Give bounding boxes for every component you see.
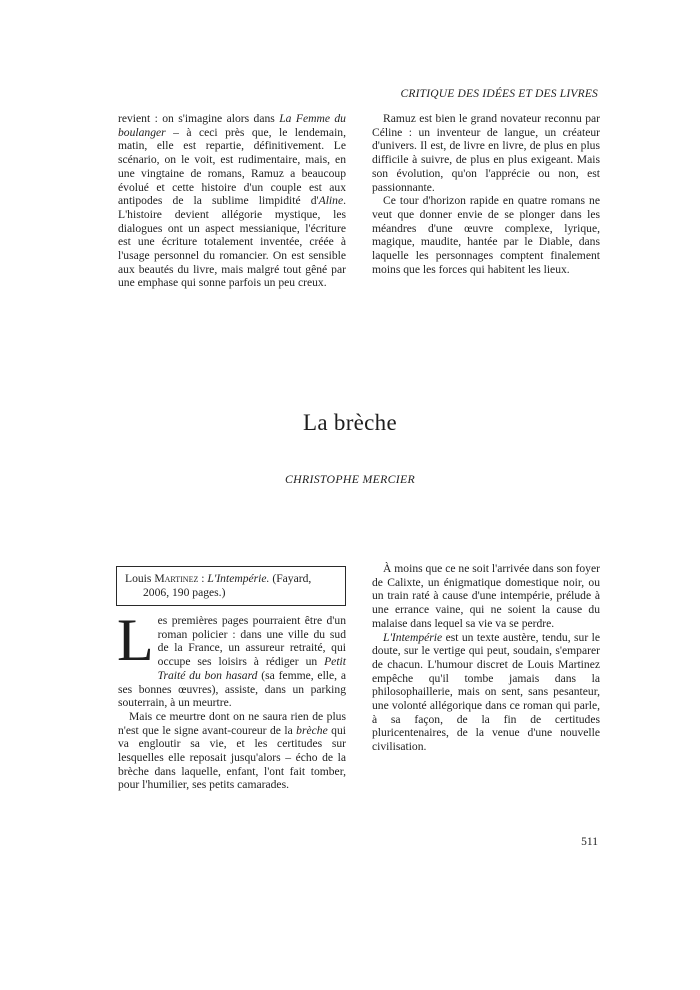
book-title-aline: Aline — [318, 194, 344, 208]
bottom-left-column — [117, 607, 346, 792]
bottom-right-paragraph-2: L'Intempérie est un texte austère, tendu, sur le doute, sur le vertige qui peut, soudain, s'emparer de chacun. L'humour discret de Louis Martinez empêche qu'il tombe jamais dans la philosophaillerie, mais on sent, sans pesanteur, une volonté allégorique dans ce roman qui parle, à sa façon, de la fin de certitudes pluricentenaires, de la venue d'une nouvelle civilisation. — [372, 630, 600, 754]
bottom-right-column — [372, 562, 600, 754]
bottom-right-paragraph-1: À moins que ce ne soit l'arrivée dans son foyer de Calixte, un énigmatique domestique noir, ou un train raté à cause d'une intempérie, prélude à une errance vaine, qui ne soient la cause du malaise dans lequel sa vie va se perdre. — [372, 562, 600, 630]
book-reference-box — [116, 566, 346, 606]
article-author: CHRISTOPHE MERCIER — [284, 472, 416, 486]
page-number: 511 — [581, 836, 598, 848]
emphasis-breche: brèche — [296, 723, 328, 737]
reference-book-title: L'Intempérie. — [207, 572, 270, 585]
book-title-petit-traite: Petit Traité du bon hasard — [157, 655, 346, 682]
running-head: CRITIQUE DES IDÉES ET DES LIVRES — [400, 88, 598, 100]
top-right-column — [372, 112, 600, 276]
top-right-paragraph-1: Ramuz est bien le grand novateur reconnu par Céline : un inventeur de langue, un créateur d'univers. Il est, de livre en livre, de plus en plus difficile à suivre, de plus en plus exigeant. Mais son évolution, qu'on l'apprécie ou non, est passionnante. — [372, 112, 600, 194]
author-surname: Martinez — [154, 572, 199, 585]
reference-line-2: 2006, 190 pages.) — [143, 586, 226, 599]
top-right-paragraph-2: Ce tour d'horizon rapide en quatre romans ne veut que donner envie de se plonger dans les méandres d'une œuvre complexe, lyrique, magique, maudite, hantée par le Diable, dans laquelle les personnages comptent finalement moins que les forces qui habitent les lieux. — [372, 194, 600, 276]
article-title: La brèche — [303, 410, 397, 435]
reference-line-1: Louis Martinez : L'Intempérie. (Fayard, — [125, 572, 312, 585]
top-left-column — [118, 112, 346, 290]
bottom-left-paragraph-2: Mais ce meurtre dont on ne saura rien de plus n'est que le signe avant-coureur de la brèche qui va engloutir sa vie, et les certitudes sur lesquelles elle reposait jusqu'alors – écho de la brèche dans laquelle, enfant, l'ont fait tomber, pour l'humilier, ses petits camarades. — [118, 709, 346, 792]
bottom-left-paragraph-1: Les premières pages pourraient être d'un roman policier : dans une ville du sud de la France, un assureur retraité, qui occupe ses loisirs à rédiger un Petit Traité du bon hasard (sa femme, elle, a ses bonnes œuvres), assiste, dans un parking souterrain, à un meurtre. — [117, 607, 346, 710]
book-title-lintemperie: L'Intempérie — [383, 630, 443, 644]
book-title-la-femme-du-boulanger: La Femme du boulanger — [118, 112, 346, 139]
drop-cap: L — [117, 607, 154, 673]
top-left-paragraph-1: revient : on s'imagine alors dans La Femme du boulanger – à ceci près que, le lendemain, matin, elle est repartie, définitivement. Le scénario, on le voit, est rudimentaire, mais, en une vingtaine de romans, Ramuz a beaucoup évolué et cette histoire d'un couple est aux antipodes de la sublime limpidité d'Aline. L'histoire devient allégorie mystique, les dialogues ont un aspect messianique, l'écriture est une écriture totalement inventée, créée à l'usage personnel du romancier. On est sensible aux beautés du livre, mais malgré tout gêné par une emphase qui sonne parfois un peu creux. — [118, 112, 346, 290]
